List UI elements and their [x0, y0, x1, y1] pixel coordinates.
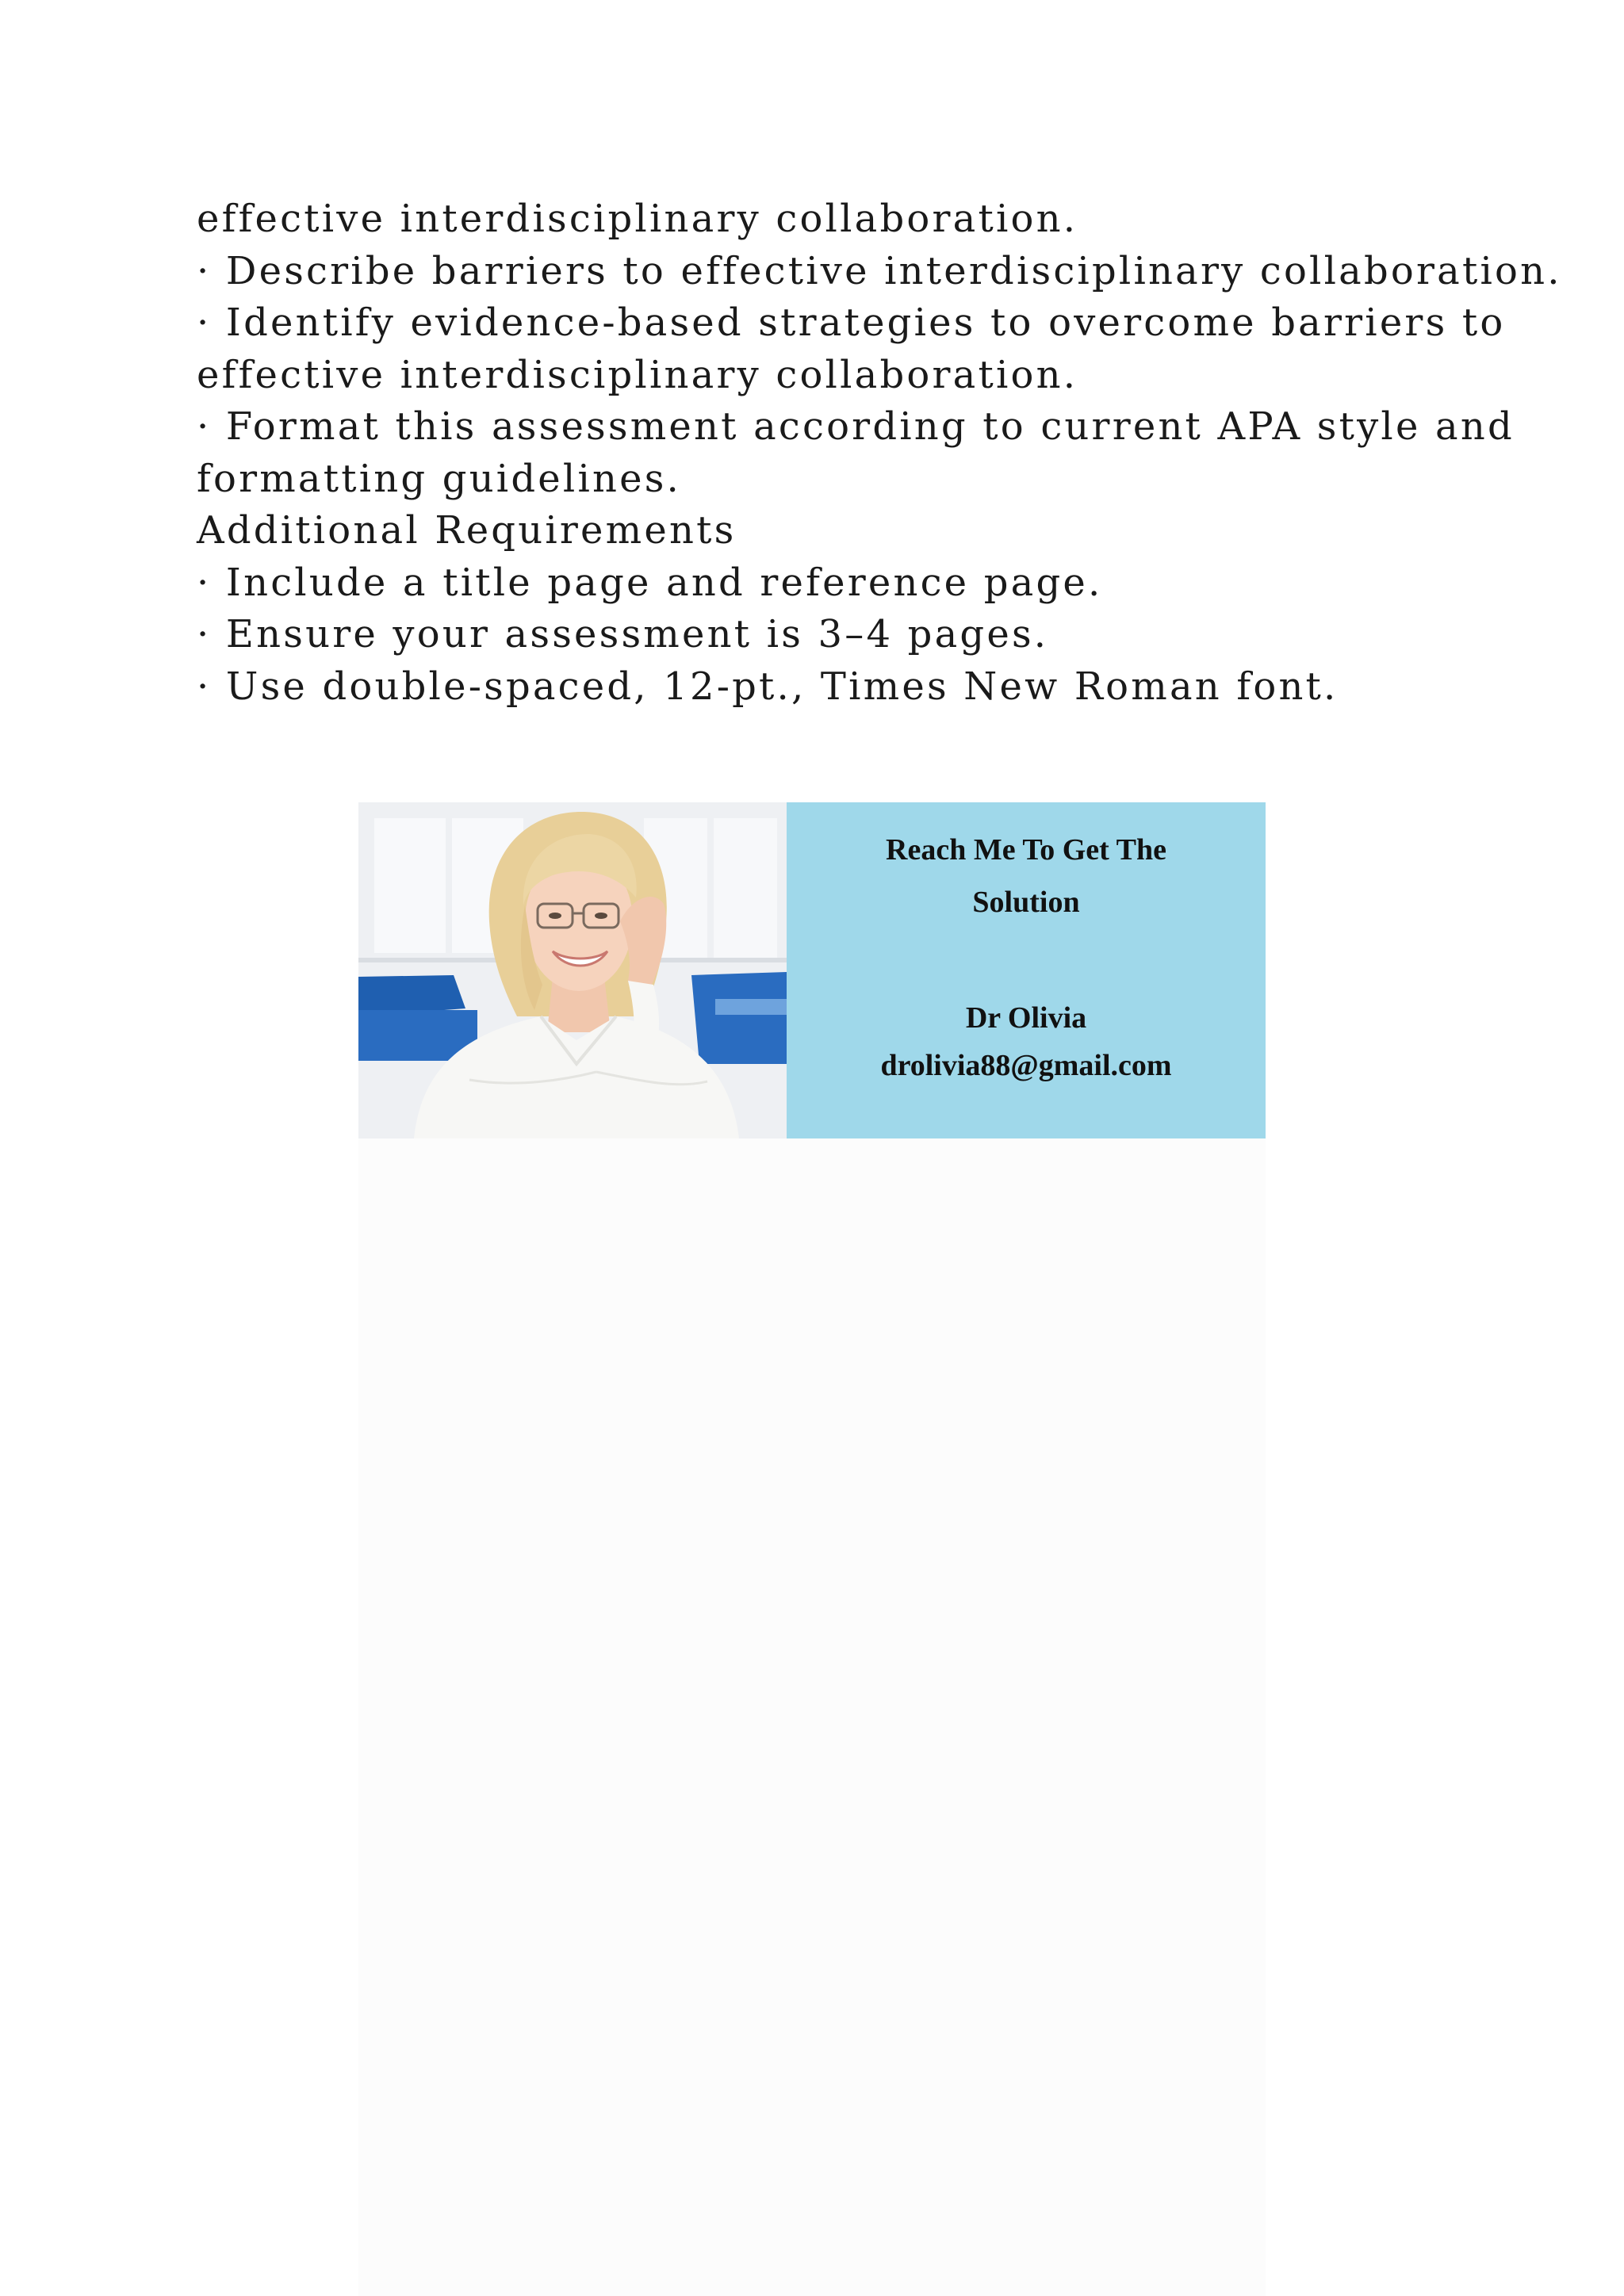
- contact-panel: [787, 802, 1266, 1138]
- text-line: · Format this assessment according to current APA style and: [197, 404, 1515, 449]
- text-line: effective interdisciplinary collaboration.: [197, 197, 1078, 241]
- text-line: formatting guidelines.: [197, 456, 682, 501]
- page-shade: [358, 1138, 1266, 2296]
- text-line: · Ensure your assessment is 3–4 pages.: [197, 612, 1049, 656]
- text-line: · Identify evidence-based strategies to overcome barriers to: [197, 300, 1506, 345]
- text-line: effective interdisciplinary collaboration.: [197, 352, 1078, 397]
- contact-name: Dr Olivia: [965, 1001, 1087, 1035]
- smiling-woman-photo: [358, 802, 787, 1138]
- section-heading: Additional Requirements: [197, 508, 737, 553]
- banner-headline-line1: Reach Me To Get The: [886, 833, 1166, 867]
- document-body: [197, 193, 1562, 713]
- contact-banner: [358, 802, 1266, 1138]
- text-line: · Use double-spaced, 12-pt., Times New Roman font.: [197, 664, 1339, 709]
- text-line: · Describe barriers to effective interdisciplinary collaboration.: [197, 248, 1562, 293]
- text-line: · Include a title page and reference page.: [197, 560, 1103, 605]
- banner-headline-line2: Solution: [972, 886, 1080, 919]
- photo-illustration: [358, 802, 787, 1138]
- contact-email[interactable]: drolivia88@gmail.com: [880, 1049, 1172, 1082]
